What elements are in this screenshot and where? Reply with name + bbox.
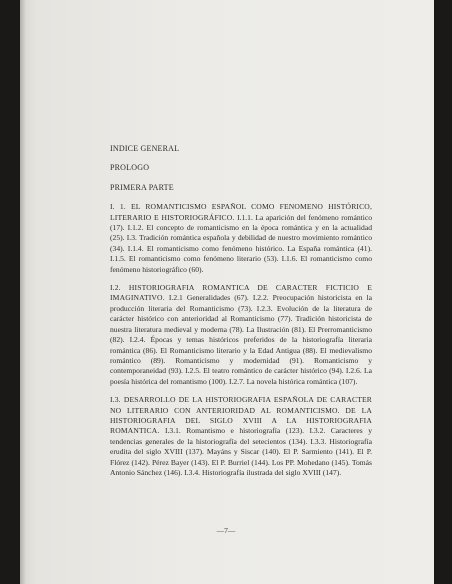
section-body: I.1.1. La aparición del fenómeno romántico (17). I.1.2. El concepto de romanticismo en la época romántica y en la actualidad (25). I.3. Tradición romántica española y debilidad de nuestro movimiento romántico (34). I.1.4. El romanticismo como fenómeno histórico. La España romántica (41). I.1.5. El romanticismo como fenómeno literario (53). I.1.6. El romanticismo como fenómeno historiográfico (60). [110, 212, 372, 274]
part-one-heading: PRIMERA PARTE [110, 182, 174, 192]
section-heading: I.2. HISTORIOGRAFIA ROMANTICA DE CARACTER FICTICIO E IMAGINATIVO. [110, 283, 372, 303]
section-heading: I. 1. EL ROMANTICISMO ESPAÑOL COMO FENOMENO HISTÓRICO, LITERARIO E HISTORIOGRÁFICO. [110, 202, 372, 222]
toc-section-1 [110, 202, 372, 275]
section-body: I.2.1 Generalidades (67). I.2.2. Preocupación historicista en la producción literaria del Romanticismo (73). I.2.3. Evolución de la literatura de carácter histórico con anterioridad al Romanticismo (77). Tradición historicista de nuestra literatura medieval y moderna (78). La Ilustración (81). El Prerromanticismo (82). I.2.4. Épocas y temas históricos preferidos de la historiografía literaria romántica (86). El Romanticismo literario y la Edad Antigua (88). El medievalismo romántico (89). Romanticismo y modernidad (91). Romanticismo y contemporaneidad (93). I.2.5. El teatro romántico de carácter histórico (94). I.2.6. La poesía histórica del romantismo (100). I.2.7. La novela histórica romántica (107). [110, 293, 372, 386]
page-number: —7— [216, 526, 236, 535]
section-heading: I.3. DESARROLLO DE LA HISTORIOGRAFIA ESPAÑOLA DE CARACTER NO LITERARIO CON ANTERIORIDAD AL ROMANTICISMO. DE LA HISTORIOGRAFIA DEL SIGLO XVIII A LA HISTORIOGRAFIA ROMANTICA. [110, 395, 372, 436]
index-title: INDICE GENERAL [110, 144, 180, 153]
table-of-contents [110, 144, 372, 486]
toc-section-3 [110, 395, 372, 478]
page-gutter-shadow [20, 0, 26, 584]
toc-section-2 [110, 283, 372, 387]
section-body: I.3.1. Romantismo e historiografía (123). I.3.2. Caracteres y tendencias generales de la historiografía del setecientos (134). I.3.3. Historiografía erudita del siglo XVIII (137). Mayáns y Siscar (140). El P. Sarmiento (141). El P. Flórez (142). Pérez Bayer (143). El P. Burriel (144). Los PP. Mohedano (145). Tomás Antonio Sánchez (146). I.3.4. Historiografía ilustrada del siglo XVIII (147). [110, 426, 373, 477]
prologue-entry: PROLOGO [110, 163, 150, 173]
